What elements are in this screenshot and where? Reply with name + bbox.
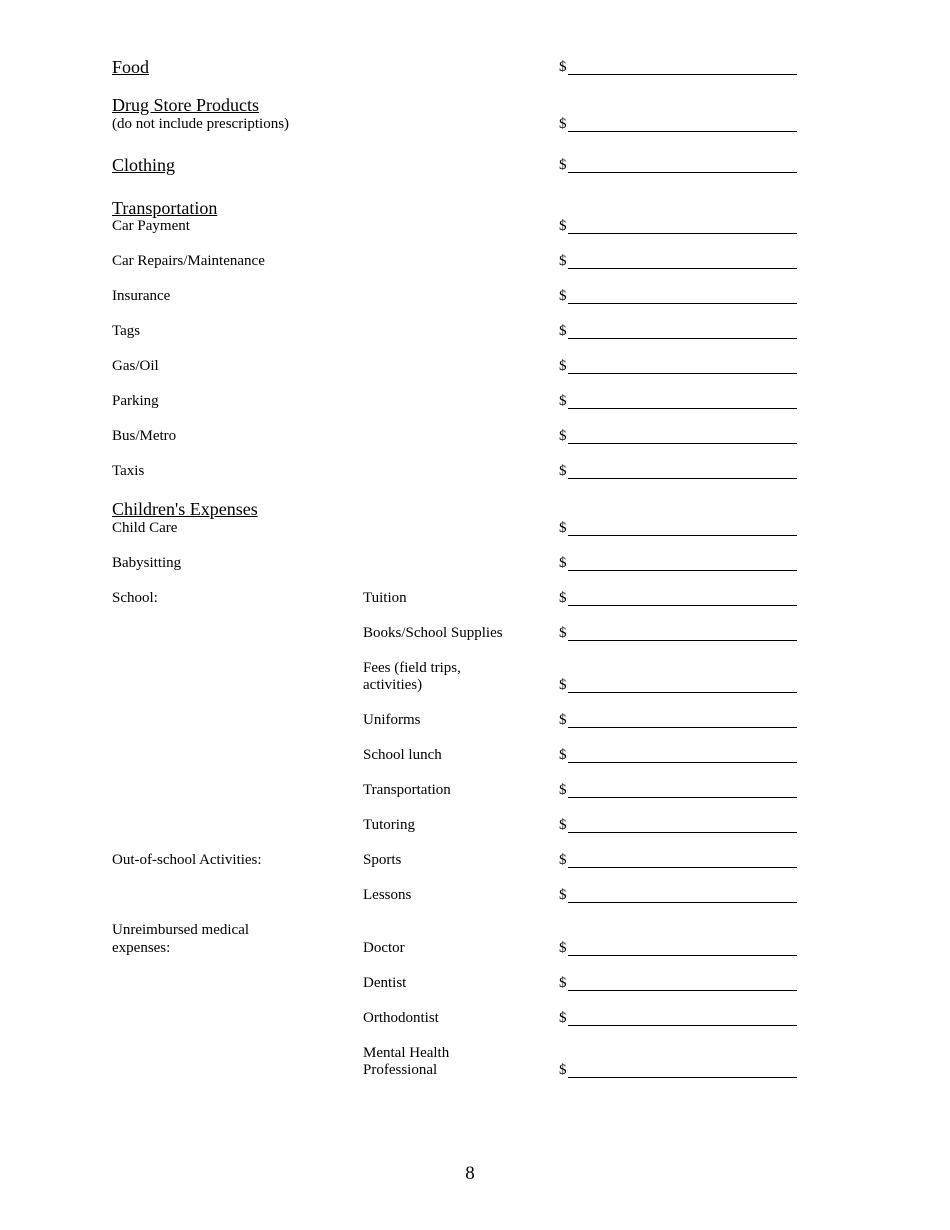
amount-field-car-payment[interactable] xyxy=(568,233,797,234)
section-clothing: Clothing xyxy=(112,155,176,175)
amount-field-drug-store[interactable] xyxy=(568,131,797,132)
group-school: School: xyxy=(112,590,158,606)
amount-field-parking[interactable] xyxy=(568,408,797,409)
amount-field-tutoring[interactable] xyxy=(568,832,797,833)
amount-field-mental-health[interactable] xyxy=(568,1077,797,1078)
label-insurance: Insurance xyxy=(112,288,171,304)
amount-field-lessons[interactable] xyxy=(568,902,797,903)
label-parking: Parking xyxy=(112,393,159,409)
dollar-sign: $ xyxy=(559,157,567,173)
dollar-sign: $ xyxy=(559,288,567,304)
dollar-sign: $ xyxy=(559,887,567,903)
amount-field-car-repairs[interactable] xyxy=(568,268,797,269)
amount-field-books-supplies[interactable] xyxy=(568,640,797,641)
amount-field-food[interactable] xyxy=(568,74,797,75)
label-school-lunch: School lunch xyxy=(363,747,442,763)
label-bus-metro: Bus/Metro xyxy=(112,428,177,444)
page-number: 8 xyxy=(465,1163,475,1184)
dollar-sign: $ xyxy=(559,358,567,374)
dollar-sign: $ xyxy=(559,1062,567,1078)
section-transportation: Transportation xyxy=(112,198,218,218)
label-babysitting: Babysitting xyxy=(112,555,182,571)
amount-field-doctor[interactable] xyxy=(568,955,797,956)
group-out-of-school: Out-of-school Activities: xyxy=(112,852,262,868)
dollar-sign: $ xyxy=(559,852,567,868)
label-orthodontist: Orthodontist xyxy=(363,1010,439,1026)
group-medical-line1: Unreimbursed medical xyxy=(112,922,250,938)
amount-field-fees[interactable] xyxy=(568,692,797,693)
dollar-sign: $ xyxy=(559,1010,567,1026)
drug-store-note: (do not include prescriptions) xyxy=(112,116,290,132)
dollar-sign: $ xyxy=(559,428,567,444)
dollar-sign: $ xyxy=(559,218,567,234)
label-taxis: Taxis xyxy=(112,463,145,479)
dollar-sign: $ xyxy=(559,975,567,991)
amount-field-bus-metro[interactable] xyxy=(568,443,797,444)
dollar-sign: $ xyxy=(559,940,567,956)
label-lessons: Lessons xyxy=(363,887,412,903)
label-child-care: Child Care xyxy=(112,520,178,536)
amount-field-sports[interactable] xyxy=(568,867,797,868)
dollar-sign: $ xyxy=(559,59,567,75)
dollar-sign: $ xyxy=(559,393,567,409)
dollar-sign: $ xyxy=(559,817,567,833)
label-books-supplies: Books/School Supplies xyxy=(363,625,503,641)
label-tuition: Tuition xyxy=(363,590,407,606)
amount-field-school-transportation[interactable] xyxy=(568,797,797,798)
dollar-sign: $ xyxy=(559,463,567,479)
label-school-transportation: Transportation xyxy=(363,782,451,798)
amount-field-orthodontist[interactable] xyxy=(568,1025,797,1026)
amount-field-taxis[interactable] xyxy=(568,478,797,479)
amount-field-insurance[interactable] xyxy=(568,303,797,304)
label-tags: Tags xyxy=(112,323,141,339)
label-gas-oil: Gas/Oil xyxy=(112,358,159,374)
label-car-payment: Car Payment xyxy=(112,218,190,234)
label-doctor: Doctor xyxy=(363,940,405,956)
label-tutoring: Tutoring xyxy=(363,817,415,833)
amount-field-gas-oil[interactable] xyxy=(568,373,797,374)
group-medical-line2: expenses: xyxy=(112,940,171,956)
dollar-sign: $ xyxy=(559,677,567,693)
label-mental-health-line1: Mental Health xyxy=(363,1045,450,1061)
label-mental-health-line2: Professional xyxy=(363,1062,438,1078)
amount-field-child-care[interactable] xyxy=(568,535,797,536)
label-car-repairs: Car Repairs/Maintenance xyxy=(112,253,265,269)
section-drug-store: Drug Store Products xyxy=(112,95,259,115)
amount-field-uniforms[interactable] xyxy=(568,727,797,728)
dollar-sign: $ xyxy=(559,323,567,339)
label-fees-line2: activities) xyxy=(363,677,423,693)
dollar-sign: $ xyxy=(559,747,567,763)
dollar-sign: $ xyxy=(559,590,567,606)
label-sports: Sports xyxy=(363,852,402,868)
dollar-sign: $ xyxy=(559,253,567,269)
amount-field-tags[interactable] xyxy=(568,338,797,339)
section-food: Food xyxy=(112,57,150,77)
label-fees-line1: Fees (field trips, xyxy=(363,660,461,676)
amount-field-dentist[interactable] xyxy=(568,990,797,991)
amount-field-clothing[interactable] xyxy=(568,172,797,173)
dollar-sign: $ xyxy=(559,116,567,132)
label-uniforms: Uniforms xyxy=(363,712,421,728)
amount-field-babysitting[interactable] xyxy=(568,570,797,571)
section-children: Children's Expenses xyxy=(112,499,258,519)
dollar-sign: $ xyxy=(559,782,567,798)
dollar-sign: $ xyxy=(559,712,567,728)
dollar-sign: $ xyxy=(559,520,567,536)
dollar-sign: $ xyxy=(559,625,567,641)
label-dentist: Dentist xyxy=(363,975,407,991)
amount-field-school-lunch[interactable] xyxy=(568,762,797,763)
amount-field-tuition[interactable] xyxy=(568,605,797,606)
dollar-sign: $ xyxy=(559,555,567,571)
